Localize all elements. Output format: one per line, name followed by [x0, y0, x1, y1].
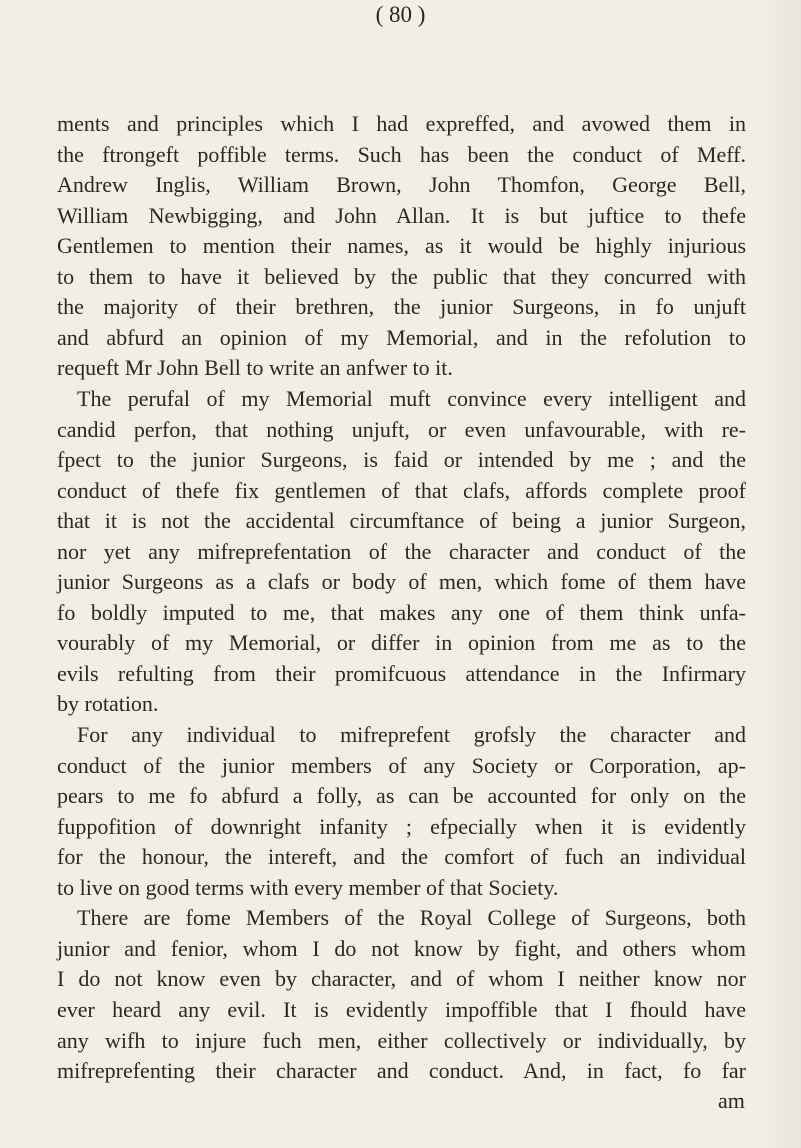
text-line: to them to have it believed by the public that they concurred with [57, 263, 746, 289]
text-line: evils refulting from their promifcuous attendance in the Infirmary [57, 660, 746, 686]
text-line: the ftrongeft poffible terms. Such has been the conduct of Meff. [57, 141, 746, 167]
text-line: mifreprefenting their character and conduct. And, in fact, fo far [57, 1058, 746, 1084]
text-line: There are fome Members of the Royal College of Surgeons, both [77, 905, 746, 931]
text-line: vourably of my Memorial, or differ in opinion from me as to the [57, 630, 746, 656]
text-line: to live on good terms with every member of that Society. [57, 874, 559, 900]
text-line: candid perfon, that nothing unjuft, or even unfavourable, with re- [57, 416, 746, 442]
text-line: fpect to the junior Surgeons, is faid or intended by me ; and the [57, 447, 746, 473]
text-line: that it is not the accidental circumftance of being a junior Surgeon, [57, 508, 746, 534]
text-line: ever heard any evil. It is evidently impoffible that I fhould have [57, 996, 746, 1022]
text-line: fo boldly imputed to me, that makes any one of them think unfa- [57, 599, 746, 625]
text-line: Andrew Inglis, William Brown, John Thomfon, George Bell, [57, 172, 746, 198]
text-line: pears to me fo abfurd a folly, as can be accounted for only on the [57, 783, 746, 809]
page-number: ( 80 ) [375, 2, 426, 27]
text-line: ments and principles which I had expreffed, and avowed them in [57, 111, 746, 136]
text-line: conduct of the junior members of any Society or Corporation, ap- [57, 752, 746, 778]
text-line: The perufal of my Memorial muft convince every intelligent and [77, 385, 746, 411]
text-line: and abfurd an opinion of my Memorial, and in the refolution to [57, 324, 746, 350]
page-edge-shadow [761, 0, 801, 1148]
text-line: junior Surgeons as a clafs or body of men, which fome of them have [57, 569, 746, 595]
text-line: any wifh to injure fuch men, either collectively or individually, by [57, 1027, 746, 1053]
text-line: I do not know even by character, and of whom I neither know nor [57, 966, 746, 992]
catchword: am [718, 1088, 745, 1113]
text-line: by rotation. [57, 691, 159, 717]
text-line: junior and fenior, whom I do not know by fight, and others whom [57, 935, 746, 961]
text-line: Gentlemen to mention their names, as it would be highly injurious [57, 233, 746, 259]
text-line: conduct of thefe fix gentlemen of that clafs, affords complete proof [57, 477, 746, 503]
text-line: the majority of their brethren, the junior Surgeons, in fo unjuft [57, 294, 746, 320]
text-line: fuppofition of downright infanity ; efpecially when it is evidently [57, 813, 746, 839]
text-line: For any individual to mifreprefent grofsly the character and [77, 722, 746, 747]
text-line: for the honour, the intereft, and the comfort of fuch an individual [57, 844, 746, 870]
text-line: William Newbigging, and John Allan. It is but juftice to thefe [57, 202, 746, 228]
text-line: requeft Mr John Bell to write an anfwer to it. [57, 355, 453, 381]
text-line: nor yet any mifreprefentation of the character and conduct of the [57, 538, 746, 564]
